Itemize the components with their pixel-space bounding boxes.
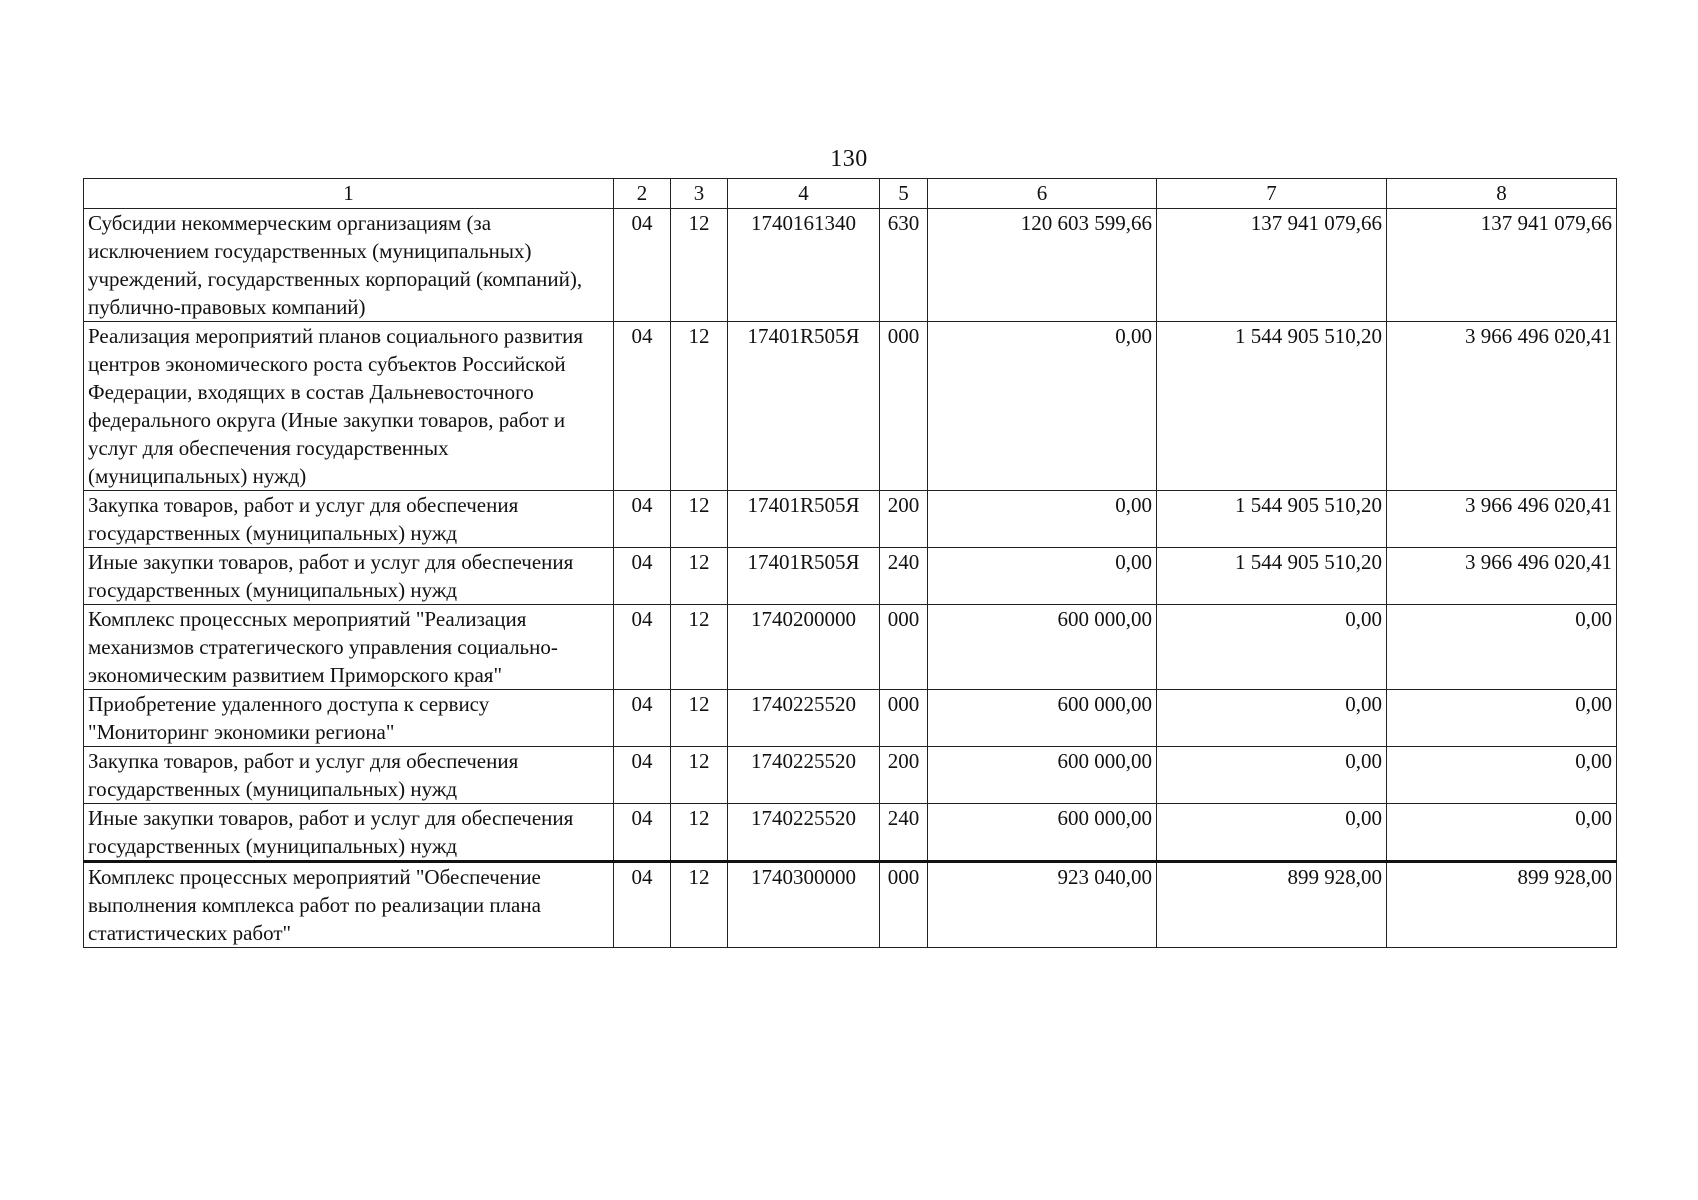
section-code: 04 [614,804,671,862]
expense-type-code: 000 [880,605,928,690]
section-code: 04 [614,747,671,804]
amount-col-6: 0,00 [928,491,1157,548]
subsection-code: 12 [671,491,728,548]
amount-col-7: 1 544 905 510,20 [1157,548,1387,605]
row-description: Иные закупки товаров, работ и услуг для обеспечения государственных (муниципальных) нужд [84,804,614,862]
target-article-code: 17401R505Я [728,322,880,491]
expense-type-code: 630 [880,209,928,322]
expense-type-code: 240 [880,804,928,862]
row-description: Комплекс процессных мероприятий "Реализация механизмов стратегического управления социально-экономическим развитием Приморского края" [84,605,614,690]
amount-col-8: 899 928,00 [1387,862,1617,948]
amount-col-8: 0,00 [1387,690,1617,747]
expense-type-code: 000 [880,690,928,747]
column-header-7: 7 [1157,179,1387,209]
table-row [84,690,1617,747]
row-description: Субсидии некоммерческим организациям (за исключением государственных (муниципальных) учреждений, государственных корпораций (компаний), публично-правовых компаний) [84,209,614,322]
section-code: 04 [614,862,671,948]
target-article-code: 1740225520 [728,690,880,747]
column-header-1: 1 [84,179,614,209]
header-row [84,179,1617,209]
row-description: Комплекс процессных мероприятий "Обеспечение выполнения комплекса работ по реализации плана статистических работ" [84,862,614,948]
column-header-8: 8 [1387,179,1617,209]
subsection-code: 12 [671,690,728,747]
expense-type-code: 200 [880,747,928,804]
target-article-code: 1740225520 [728,804,880,862]
expense-type-code: 000 [880,862,928,948]
column-header-6: 6 [928,179,1157,209]
amount-col-8: 3 966 496 020,41 [1387,322,1617,491]
amount-col-8: 0,00 [1387,747,1617,804]
section-code: 04 [614,322,671,491]
amount-col-6: 600 000,00 [928,747,1157,804]
row-description: Реализация мероприятий планов социального развития центров экономического роста субъектов Российской Федерации, входящих в состав Дальневосточного федерального округа (Иные закупки товаров, работ и услуг для обеспечения государственных (муниципальных) нужд) [84,322,614,491]
column-header-2: 2 [614,179,671,209]
amount-col-8: 0,00 [1387,605,1617,690]
amount-col-7: 899 928,00 [1157,862,1387,948]
table-row [84,747,1617,804]
subsection-code: 12 [671,209,728,322]
section-code: 04 [614,605,671,690]
expense-type-code: 000 [880,322,928,491]
expense-type-code: 200 [880,491,928,548]
table-row [84,209,1617,322]
subsection-code: 12 [671,548,728,605]
section-code: 04 [614,491,671,548]
amount-col-8: 3 966 496 020,41 [1387,491,1617,548]
amount-col-8: 0,00 [1387,804,1617,862]
budget-table [83,178,1617,948]
section-code: 04 [614,690,671,747]
target-article-code: 17401R505Я [728,491,880,548]
row-description: Приобретение удаленного доступа к сервису "Мониторинг экономики региона" [84,690,614,747]
column-header-4: 4 [728,179,880,209]
page-number: 130 [830,146,868,172]
amount-col-6: 923 040,00 [928,862,1157,948]
table-row [84,491,1617,548]
amount-col-6: 600 000,00 [928,605,1157,690]
expense-type-code: 240 [880,548,928,605]
amount-col-7: 1 544 905 510,20 [1157,491,1387,548]
amount-col-7: 0,00 [1157,747,1387,804]
subsection-code: 12 [671,747,728,804]
amount-col-8: 3 966 496 020,41 [1387,548,1617,605]
amount-col-6: 600 000,00 [928,690,1157,747]
subsection-code: 12 [671,322,728,491]
amount-col-7: 0,00 [1157,804,1387,862]
column-header-5: 5 [880,179,928,209]
column-header-3: 3 [671,179,728,209]
table-row [84,804,1617,862]
amount-col-7: 0,00 [1157,690,1387,747]
amount-col-6: 0,00 [928,322,1157,491]
table-row [84,322,1617,491]
target-article-code: 1740225520 [728,747,880,804]
table-row [84,605,1617,690]
amount-col-7: 0,00 [1157,605,1387,690]
section-code: 04 [614,548,671,605]
target-article-code: 1740161340 [728,209,880,322]
target-article-code: 1740200000 [728,605,880,690]
table-header [84,179,1617,209]
amount-col-7: 137 941 079,66 [1157,209,1387,322]
row-description: Иные закупки товаров, работ и услуг для обеспечения государственных (муниципальных) нужд [84,548,614,605]
row-description: Закупка товаров, работ и услуг для обеспечения государственных (муниципальных) нужд [84,491,614,548]
subsection-code: 12 [671,605,728,690]
table-body [84,209,1617,948]
amount-col-8: 137 941 079,66 [1387,209,1617,322]
table-row [84,548,1617,605]
target-article-code: 1740300000 [728,862,880,948]
amount-col-6: 0,00 [928,548,1157,605]
table-row [84,862,1617,948]
amount-col-6: 120 603 599,66 [928,209,1157,322]
subsection-code: 12 [671,804,728,862]
section-code: 04 [614,209,671,322]
subsection-code: 12 [671,862,728,948]
amount-col-6: 600 000,00 [928,804,1157,862]
row-description: Закупка товаров, работ и услуг для обеспечения государственных (муниципальных) нужд [84,747,614,804]
target-article-code: 17401R505Я [728,548,880,605]
amount-col-7: 1 544 905 510,20 [1157,322,1387,491]
